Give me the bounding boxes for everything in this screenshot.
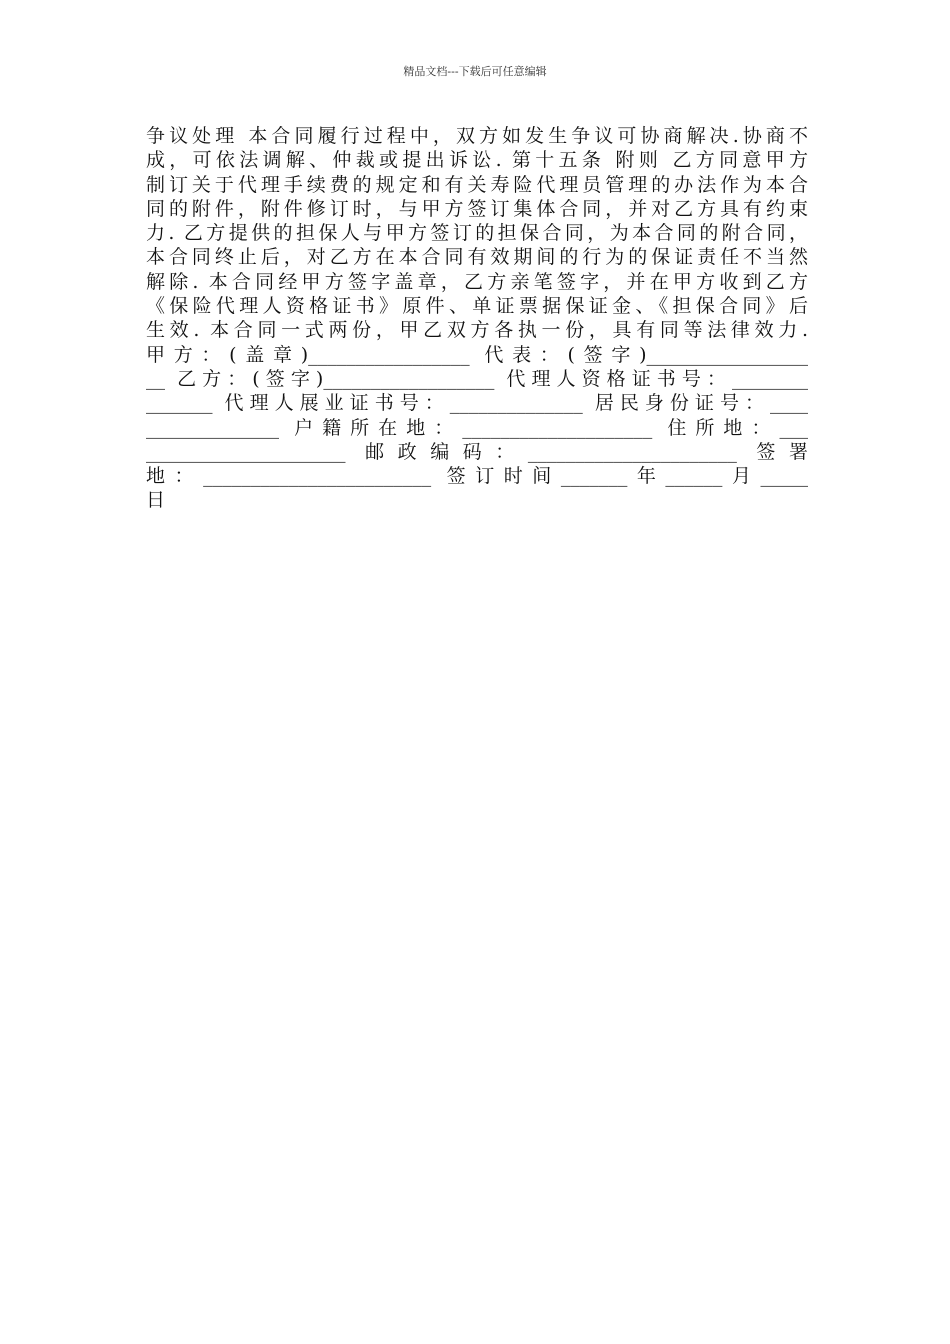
signature-line: 地：________________________ 签订时间_______年______月_____ (146, 465, 808, 488)
text-line: 同的附件，附件修订时，与甲方签订集体合同，并对乙方具有约束 (146, 197, 808, 220)
signature-line: _____________________ 邮政编码：______________________ 签署 (146, 440, 808, 463)
signature-line: ______________ 户籍所在地：____________________ 住所地：___ (146, 416, 808, 439)
signature-line: __ 乙方：(签字)__________________ 代理人资格证书号：________ (146, 367, 808, 390)
text-line: 解除. 本合同经甲方签字盖章，乙方亲笔签字，并在甲方收到乙方 (146, 270, 808, 293)
signature-line: 日 (146, 489, 166, 512)
page-header: 精品文档---下载后可任意编辑 (403, 65, 547, 78)
text-line: 争议处理 本合同履行过程中，双方如发生争议可协商解决.协商不 (146, 125, 808, 147)
text-line: 力. 乙方提供的担保人与甲方签订的担保合同，为本合同的附合同， (146, 222, 808, 245)
text-line: 生效. 本合同一式两份，甲乙双方各执一份，具有同等法律效力. (146, 319, 808, 342)
signature-line: 甲方：(盖章)_________________ 代表：(签字)_________________ (146, 343, 808, 366)
contract-body (146, 124, 808, 513)
signature-line: _______ 代理人展业证书号：______________ 居民身份证号：____ (146, 392, 808, 415)
text-line: 《保险代理人资格证书》原件、单证票据保证金、《担保合同》后 (146, 295, 808, 318)
text-line: 成，可依法调解、仲裁或提出诉讼. 第十五条 附则 乙方同意甲方 (146, 149, 808, 172)
text-line: 本合同终止后，对乙方在本合同有效期间的行为的保证责任不当然 (146, 246, 808, 269)
text-line: 制订关于代理手续费的规定和有关寿险代理员管理的办法作为本合 (146, 173, 808, 196)
